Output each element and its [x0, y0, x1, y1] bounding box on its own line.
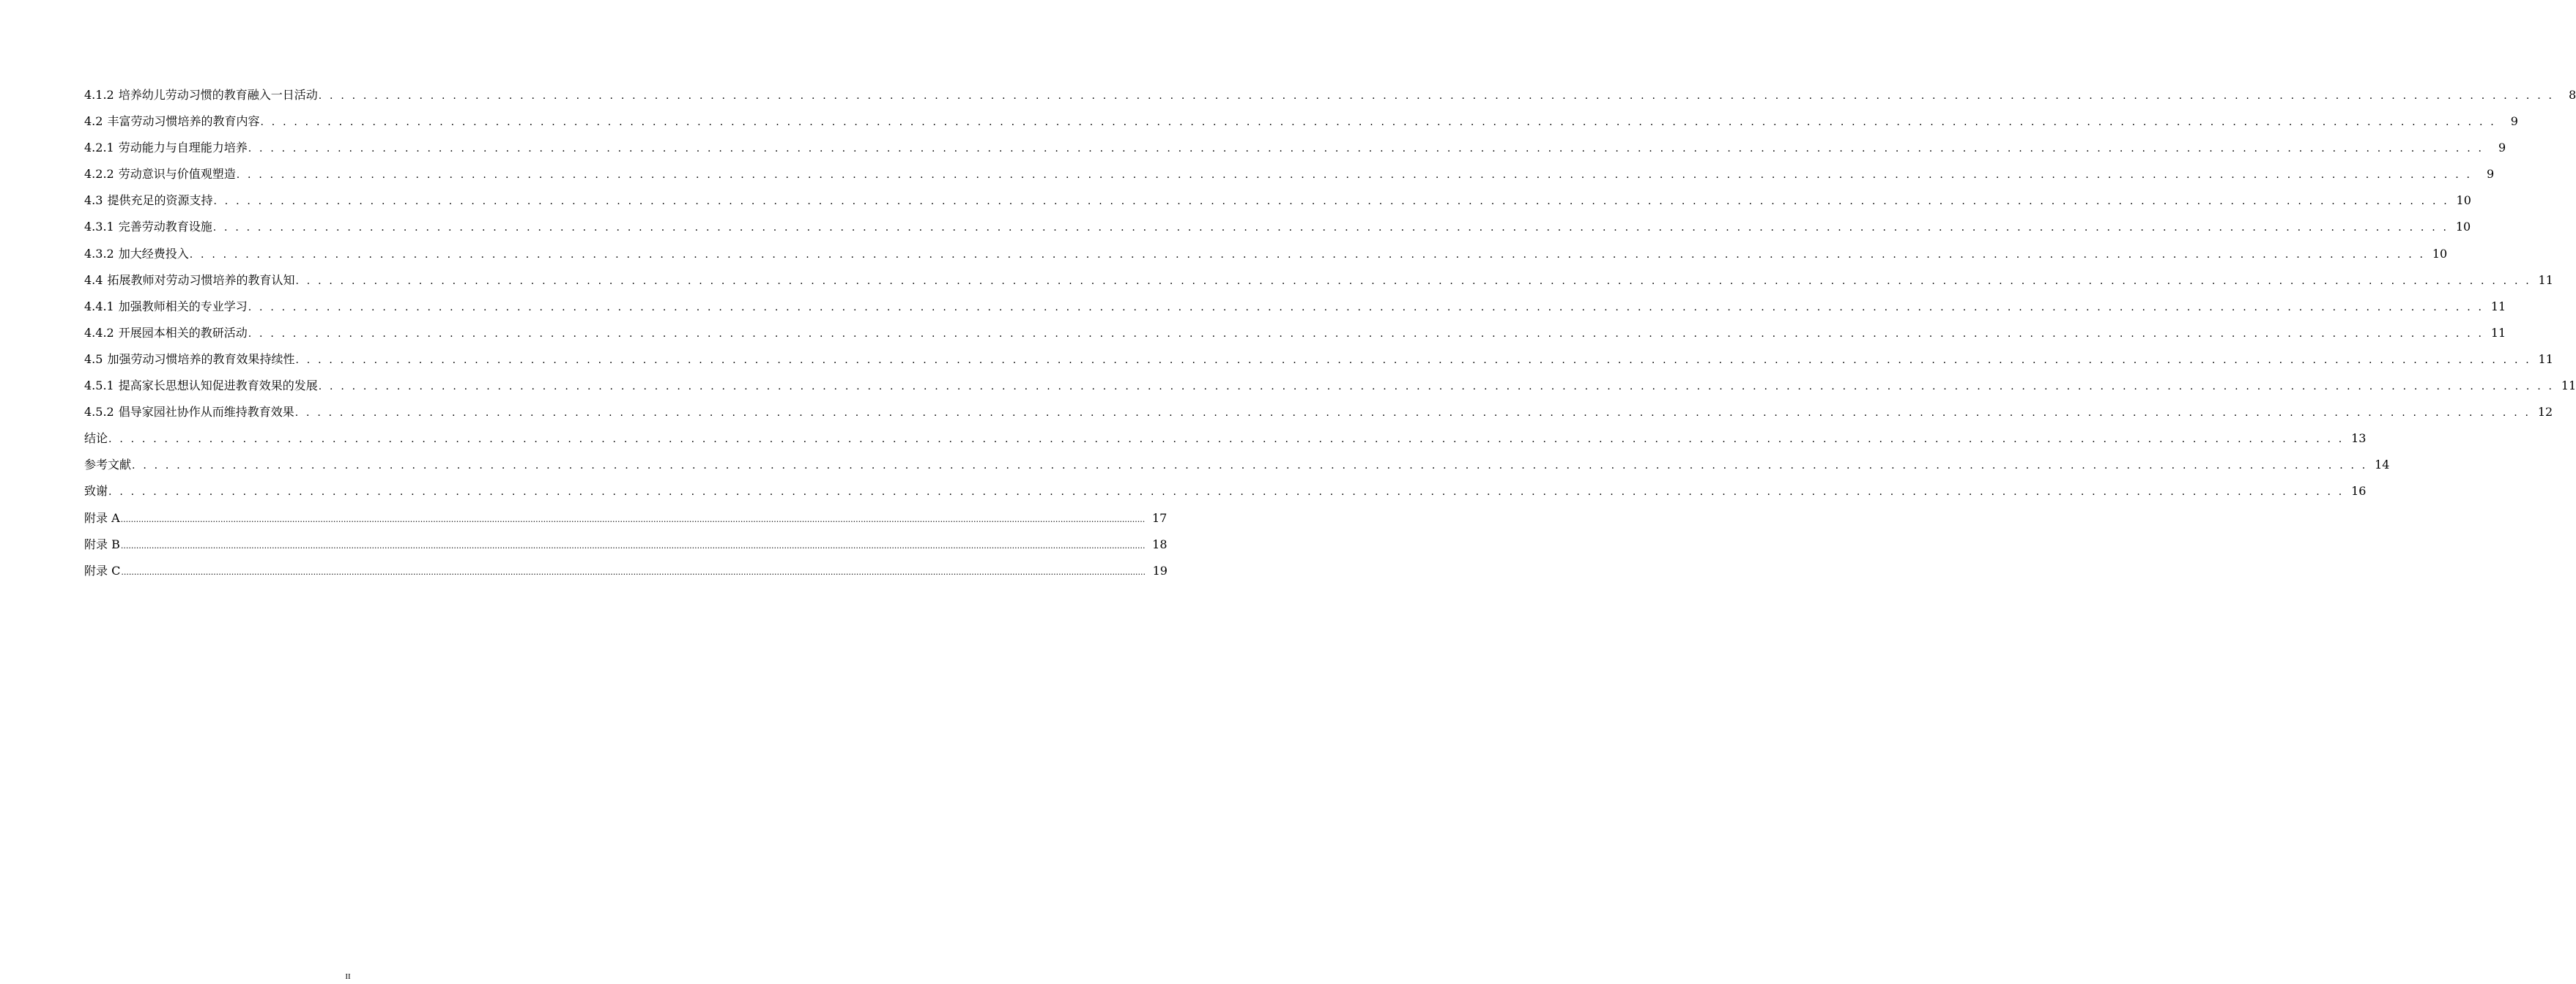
toc-entry[interactable]	[84, 271, 2553, 297]
toc-entry-title: 培养幼儿劳动习惯的教育融入一日活动	[118, 88, 318, 102]
toc-entry-page-number: 9	[2498, 141, 2506, 155]
toc-dot-leader: . . . . . . . . . . . . . . . . . . . . . . . . . . . . . . . . . . . . . . . . . . . . . . . . . . . . . . . . . . . . . . . . . . . . . . . . . . . . . . . . . . . . . . . . . . . . . . . . . . . . . . . . . . . . . . . . . . . . . . . . . . . . . . . . . . . . . . . . . . . . . . . . . . . . . . . . . . . . . . . . . . . . . . . . . . . . . . . . . . . . . . . . . . . . . . . . . . . . . . . .	[212, 222, 2449, 234]
toc-entry[interactable]	[84, 112, 2518, 138]
toc-entry-page-number: 18	[1152, 537, 1168, 551]
toc-entry[interactable]	[84, 245, 2448, 271]
toc-entry-text	[84, 245, 189, 264]
toc-dot-leader: . . . . . . . . . . . . . . . . . . . . . . . . . . . . . . . . . . . . . . . . . . . . . . . . . . . . . . . . . . . . . . . . . . . . . . . . . . . . . . . . . . . . . . . . . . . . . . . . . . . . . . . . . . . . . . . . . . . . . . . . . . . . . . . . . . . . . . . . . . . . . . . . . . . . . . . . . . . . . . . . . . . . . . . . . . . . . . . . . . . . . . . . . . . . . . . . . . . . . . . .	[248, 327, 2484, 340]
toc-entry-number: 4.4.2	[84, 325, 114, 340]
toc-entry-text	[84, 271, 294, 290]
toc-entry-text	[84, 324, 248, 343]
toc-entry-title: 倡导家园社协作从而维持教育效果	[118, 405, 294, 420]
toc-entry-number: 4.3.2	[84, 246, 114, 261]
toc-dot-leader: . . . . . . . . . . . . . . . . . . . . . . . . . . . . . . . . . . . . . . . . . . . . . . . . . . . . . . . . . . . . . . . . . . . . . . . . . . . . . . . . . . . . . . . . . . . . . . . . . . . . . . . . . . . . . . . . . . . . . . . . . . . . . . . . . . . . . . . . . . . . . . . . . . . . . . . . . . . . . . . . . . . . . . . . . . . . . . . . . . . . . . . . . . . . . . . . . . . . . . . .	[260, 116, 2496, 129]
toc-entry-title: 开展园本相关的教研活动	[118, 325, 248, 340]
toc-entry-text	[84, 217, 212, 236]
toc-entry-title: 丰富劳动习惯培养的教育内容	[107, 114, 260, 129]
toc-entry[interactable]	[84, 482, 2367, 508]
toc-entry-title: 劳动能力与自理能力培养	[118, 141, 248, 155]
toc-entry-number: 4.2	[84, 114, 103, 129]
toc-entry-text	[84, 429, 108, 448]
toc-entry-text	[84, 509, 120, 528]
toc-entry-number: 4.1.2	[84, 88, 114, 102]
toc-entry-title: 完善劳动教育设施	[118, 220, 212, 234]
toc-dot-leader: ................................................................................................................................................................................................................................................................................................................................................................................................................	[120, 514, 1146, 524]
page-footer-number: II	[345, 972, 351, 981]
toc-entry-title: 加大经费投入	[118, 246, 189, 261]
toc-dot-leader: . . . . . . . . . . . . . . . . . . . . . . . . . . . . . . . . . . . . . . . . . . . . . . . . . . . . . . . . . . . . . . . . . . . . . . . . . . . . . . . . . . . . . . . . . . . . . . . . . . . . . . . . . . . . . . . . . . . . . . . . . . . . . . . . . . . . . . . . . . . . . . . . . . . . . . . . . . . . . . . . . . . . . . . . . . . . . . . . . . . . . . . . . . . . . . . . . . . . . . . .	[248, 301, 2484, 313]
toc-entry-text	[84, 297, 248, 316]
toc-entry-text	[84, 86, 318, 105]
toc-entry-title: 附录 C	[84, 563, 121, 578]
toc-entry-number: 4.2.2	[84, 167, 114, 182]
toc-entry-text	[84, 455, 131, 474]
toc-entry-title: 加强劳动习惯培养的教育效果持续性	[107, 351, 295, 366]
toc-entry-title: 提供充足的资源支持	[107, 193, 213, 208]
toc-dot-leader: . . . . . . . . . . . . . . . . . . . . . . . . . . . . . . . . . . . . . . . . . . . . . . . . . . . . . . . . . . . . . . . . . . . . . . . . . . . . . . . . . . . . . . . . . . . . . . . . . . . . . . . . . . . . . . . . . . . . . . . . . . . . . . . . . . . . . . . . . . . . . . . . . . . . . . . . . . . . . . . . . . . . . . . . . . . . . . . . . . . . . . . . . . . . . . . . . . . . . . . .	[248, 143, 2484, 155]
toc-entry-page-number: 8	[2568, 88, 2576, 102]
toc-entry-page-number: 19	[1152, 563, 1168, 578]
toc-entry-number: 4.3	[84, 193, 103, 208]
toc-entry-text	[84, 112, 259, 131]
toc-entry-title: 加强教师相关的专业学习	[118, 299, 248, 313]
toc-dot-leader: . . . . . . . . . . . . . . . . . . . . . . . . . . . . . . . . . . . . . . . . . . . . . . . . . . . . . . . . . . . . . . . . . . . . . . . . . . . . . . . . . . . . . . . . . . . . . . . . . . . . . . . . . . . . . . . . . . . . . . . . . . . . . . . . . . . . . . . . . . . . . . . . . . . . . . . . . . . . . . . . . . . . . . . . . . . . . . . . . . . . . . . . . . . . . . . . . . . . . . . .	[213, 195, 2449, 208]
toc-entry[interactable]	[84, 509, 1168, 535]
toc-dot-leader: ................................................................................................................................................................................................................................................................................................................................................................................................................	[120, 540, 1146, 551]
toc-dot-leader: . . . . . . . . . . . . . . . . . . . . . . . . . . . . . . . . . . . . . . . . . . . . . . . . . . . . . . . . . . . . . . . . . . . . . . . . . . . . . . . . . . . . . . . . . . . . . . . . . . . . . . . . . . . . . . . . . . . . . . . . . . . . . . . . . . . . . . . . . . . . . . . . . . . . . . . . . . . . . . . . . . . . . . . . . . . . . . . . . . . . . . . . . . . . . . . . . . . . . . . .	[189, 248, 2426, 261]
toc-entry-title: 结论	[84, 431, 108, 446]
toc-entry-text	[84, 138, 248, 157]
toc-entry-title: 附录 B	[84, 537, 120, 551]
toc-entry[interactable]	[84, 165, 2495, 191]
toc-entry[interactable]	[84, 535, 1168, 562]
toc-dot-leader: . . . . . . . . . . . . . . . . . . . . . . . . . . . . . . . . . . . . . . . . . . . . . . . . . . . . . . . . . . . . . . . . . . . . . . . . . . . . . . . . . . . . . . . . . . . . . . . . . . . . . . . . . . . . . . . . . . . . . . . . . . . . . . . . . . . . . . . . . . . . . . . . . . . . . . . . . . . . . . . . . . . . . . . . . . . . . . . . . . . . . . . . . . . . . . . . . . . . . . . .	[132, 460, 2368, 472]
toc-entry[interactable]	[84, 324, 2506, 350]
toc-entry-title: 致谢	[84, 484, 108, 499]
toc-entry-page-number: 13	[2351, 431, 2367, 446]
toc-entry-title: 附录 A	[84, 510, 120, 525]
toc-entry-number: 4.3.1	[84, 220, 114, 234]
toc-dot-leader: . . . . . . . . . . . . . . . . . . . . . . . . . . . . . . . . . . . . . . . . . . . . . . . . . . . . . . . . . . . . . . . . . . . . . . . . . . . . . . . . . . . . . . . . . . . . . . . . . . . . . . . . . . . . . . . . . . . . . . . . . . . . . . . . . . . . . . . . . . . . . . . . . . . . . . . . . . . . . . . . . . . . . . . . . . . . . . . . . . . . . . . . . . . . . . . . . . . . . . . .	[108, 433, 2345, 446]
toc-entry[interactable]	[84, 138, 2506, 165]
toc-entry-text	[84, 403, 294, 422]
toc-entry-text	[84, 562, 120, 581]
toc-entry[interactable]	[84, 429, 2367, 455]
toc-dot-leader: . . . . . . . . . . . . . . . . . . . . . . . . . . . . . . . . . . . . . . . . . . . . . . . . . . . . . . . . . . . . . . . . . . . . . . . . . . . . . . . . . . . . . . . . . . . . . . . . . . . . . . . . . . . . . . . . . . . . . . . . . . . . . . . . . . . . . . . . . . . . . . . . . . . . . . . . . . . . . . . . . . . . . . . . . . . . . . . . . . . . . . . . . . . . . . . . . . . . . . . .	[294, 407, 2531, 420]
toc-entry-page-number: 9	[2486, 167, 2495, 182]
toc-dot-leader: . . . . . . . . . . . . . . . . . . . . . . . . . . . . . . . . . . . . . . . . . . . . . . . . . . . . . . . . . . . . . . . . . . . . . . . . . . . . . . . . . . . . . . . . . . . . . . . . . . . . . . . . . . . . . . . . . . . . . . . . . . . . . . . . . . . . . . . . . . . . . . . . . . . . . . . . . . . . . . . . . . . . . . . . . . . . . . . . . . . . . . . . . . . . . . . . . . . . . . . .	[108, 486, 2345, 499]
toc-dot-leader: . . . . . . . . . . . . . . . . . . . . . . . . . . . . . . . . . . . . . . . . . . . . . . . . . . . . . . . . . . . . . . . . . . . . . . . . . . . . . . . . . . . . . . . . . . . . . . . . . . . . . . . . . . . . . . . . . . . . . . . . . . . . . . . . . . . . . . . . . . . . . . . . . . . . . . . . . . . . . . . . . . . . . . . . . . . . . . . . . . . . . . . . . . . . . . . . . . . . . . . .	[295, 275, 2531, 287]
toc-entry-page-number: 10	[2432, 246, 2448, 261]
toc-entry[interactable]	[84, 350, 2553, 376]
toc-entry[interactable]	[84, 217, 2471, 244]
toc-entry-page-number: 11	[2538, 272, 2553, 287]
toc-entry-page-number: 10	[2456, 193, 2471, 208]
toc-entry-page-number: 11	[2490, 325, 2506, 340]
toc-dot-leader: . . . . . . . . . . . . . . . . . . . . . . . . . . . . . . . . . . . . . . . . . . . . . . . . . . . . . . . . . . . . . . . . . . . . . . . . . . . . . . . . . . . . . . . . . . . . . . . . . . . . . . . . . . . . . . . . . . . . . . . . . . . . . . . . . . . . . . . . . . . . . . . . . . . . . . . . . . . . . . . . . . . . . . . . . . . . . . . . . . . . . . . . . . . . . . . . . . . . . . . .	[295, 354, 2531, 366]
table-of-contents	[84, 86, 2576, 588]
toc-entry-text	[84, 191, 212, 210]
toc-entry-page-number: 14	[2375, 458, 2390, 472]
toc-entry-page-number: 11	[2538, 351, 2553, 366]
toc-entry-text	[84, 482, 108, 501]
toc-entry-number: 4.5	[84, 351, 103, 366]
toc-dot-leader: . . . . . . . . . . . . . . . . . . . . . . . . . . . . . . . . . . . . . . . . . . . . . . . . . . . . . . . . . . . . . . . . . . . . . . . . . . . . . . . . . . . . . . . . . . . . . . . . . . . . . . . . . . . . . . . . . . . . . . . . . . . . . . . . . . . . . . . . . . . . . . . . . . . . . . . . . . . . . . . . . . . . . . . . . . . . . . . . . . . . . . . . . . . . . . . . . . . . . . . .	[236, 169, 2473, 182]
toc-entry-number: 4.5.2	[84, 405, 114, 420]
toc-entry[interactable]	[84, 86, 2576, 112]
toc-entry[interactable]	[84, 191, 2471, 217]
toc-entry[interactable]	[84, 562, 1168, 588]
toc-entry-number: 4.4.1	[84, 299, 114, 313]
toc-entry-page-number: 17	[1151, 510, 1168, 525]
toc-entry[interactable]	[84, 376, 2576, 403]
toc-entry-page-number: 10	[2455, 220, 2471, 234]
toc-entry[interactable]	[84, 403, 2553, 429]
toc-entry-page-number: 12	[2537, 405, 2553, 420]
toc-entry-number: 4.4	[84, 272, 103, 287]
toc-entry-title: 劳动意识与价值观塑造	[118, 167, 236, 182]
toc-dot-leader: . . . . . . . . . . . . . . . . . . . . . . . . . . . . . . . . . . . . . . . . . . . . . . . . . . . . . . . . . . . . . . . . . . . . . . . . . . . . . . . . . . . . . . . . . . . . . . . . . . . . . . . . . . . . . . . . . . . . . . . . . . . . . . . . . . . . . . . . . . . . . . . . . . . . . . . . . . . . . . . . . . . . . . . . . . . . . . . . . . . . . . . . . . . . . . . . . . . . . . . .	[318, 90, 2555, 102]
toc-entry-text	[84, 535, 120, 554]
toc-entry-title: 拓展教师对劳动习惯培养的教育认知	[107, 272, 295, 287]
toc-entry-title: 提高家长思想认知促进教育效果的发展	[118, 379, 318, 393]
toc-entry-page-number: 9	[2510, 114, 2518, 129]
toc-entry-text	[84, 376, 318, 395]
toc-entry-number: 4.2.1	[84, 141, 114, 155]
toc-dot-leader: . . . . . . . . . . . . . . . . . . . . . . . . . . . . . . . . . . . . . . . . . . . . . . . . . . . . . . . . . . . . . . . . . . . . . . . . . . . . . . . . . . . . . . . . . . . . . . . . . . . . . . . . . . . . . . . . . . . . . . . . . . . . . . . . . . . . . . . . . . . . . . . . . . . . . . . . . . . . . . . . . . . . . . . . . . . . . . . . . . . . . . . . . . . . . . . . . . . . . . . .	[318, 381, 2555, 393]
toc-entry[interactable]	[84, 455, 2390, 482]
toc-entry-title: 参考文献	[84, 458, 132, 472]
toc-entry-text	[84, 350, 294, 369]
toc-entry-number: 4.5.1	[84, 379, 114, 393]
toc-entry-page-number: 16	[2351, 484, 2367, 499]
toc-dot-leader: ................................................................................................................................................................................................................................................................................................................................................................................................................	[121, 567, 1146, 577]
toc-entry-page-number: 11	[2561, 379, 2576, 393]
toc-entry-text	[84, 165, 236, 184]
toc-entry[interactable]	[84, 297, 2506, 324]
toc-entry-page-number: 11	[2490, 299, 2506, 313]
